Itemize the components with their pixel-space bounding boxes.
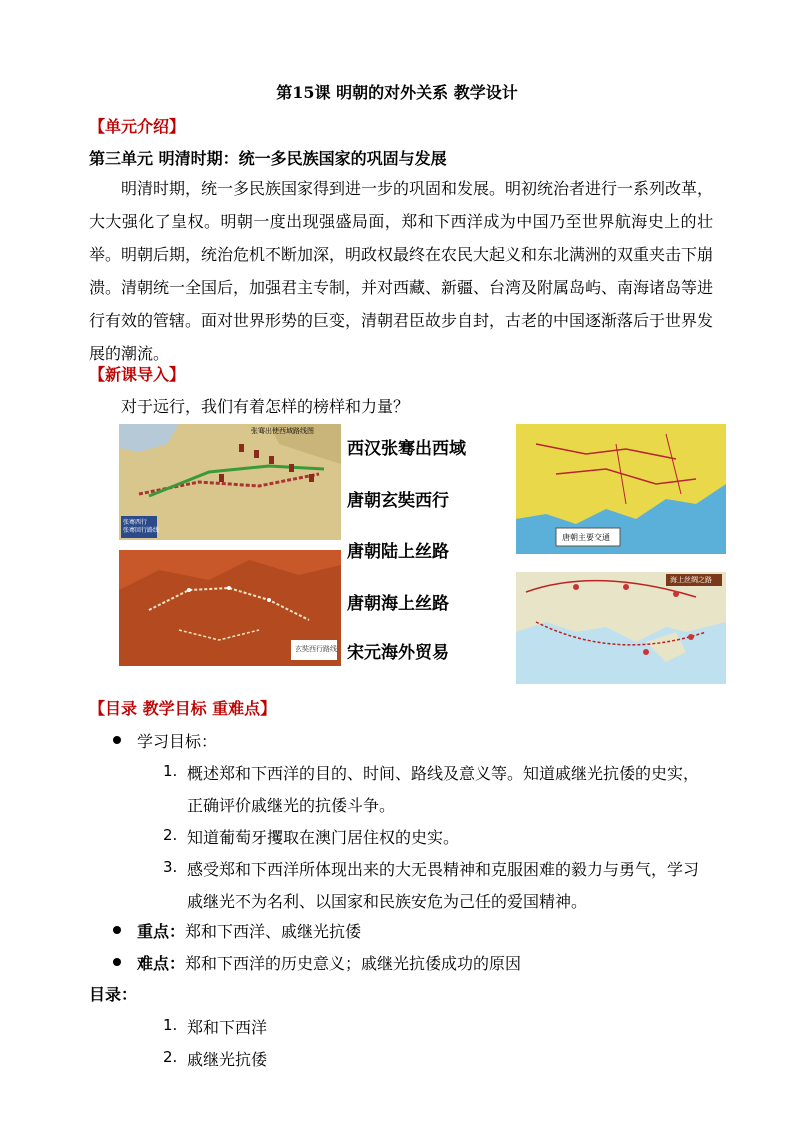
unit-intro-paragraph: 明清时期，统一多民族国家得到进一步的巩固和发展。明初统治者进行一系列改革，大大强化了皇权。明朝一度出现强盛局面，郑和下西洋成为中国乃至世界航海史上的壮举。明朝后期，统治危机不断加深，明政权最终在农民大起义和东北满洲的双重夹击下崩溃。清朝统一全国后，加强君主专制，并对西藏、新疆、台湾及附属岛屿、南海诸岛等进行有效的管辖。面对世界形势的巨变，清朝君臣故步自封，古老的中国逐渐落后于世界发展的潮流。 <box>89 179 714 363</box>
difficult-point <box>137 951 521 974</box>
goal-2-line-1: 知道葡萄牙攫取在澳门居住权的史实。 <box>187 828 460 847</box>
map-zhang-qian-route <box>119 424 341 540</box>
unit-title: 第三单元 明清时期：统一多民族国家的巩固与发展 <box>89 149 447 168</box>
caption-sea-silk-road: 唐朝海上丝路 <box>347 594 449 614</box>
toc-number: 2. <box>163 1048 178 1066</box>
difficult-point-text: 郑和下西洋的历史意义；戚继光抗倭成功的原因 <box>185 954 522 973</box>
toc-number: 1. <box>163 1016 178 1034</box>
goal-3-line-1: 感受郑和下西洋所体现出来的大无畏精神和克服困难的毅力与勇气，学习 <box>187 860 700 879</box>
goal-1-line-2: 正确评价戚继光的抗倭斗争。 <box>187 796 396 815</box>
map-maritime-silk-road <box>516 572 726 684</box>
caption-xuanzang: 唐朝玄奘西行 <box>347 491 449 511</box>
key-point-text: 郑和下西洋、戚继光抗倭 <box>185 922 362 941</box>
map-xuanzang-route <box>119 550 341 666</box>
caption-land-silk-road: 唐朝陆上丝路 <box>347 542 449 562</box>
toc-item: 郑和下西洋 <box>187 1018 268 1037</box>
difficult-point-label: 难点： <box>137 954 186 973</box>
section-header-unit-intro: 【单元介绍】 <box>89 117 186 136</box>
map3-label: 唐朝主要交通 <box>562 533 610 542</box>
bullet-icon <box>113 958 121 966</box>
map1-legend <box>123 519 159 535</box>
intro-question: 对于远行，我们有着怎样的榜样和力量？ <box>121 397 410 416</box>
map2-label: 玄奘西行路线 <box>295 645 337 653</box>
learning-goals-label: 学习目标： <box>137 732 218 751</box>
key-point <box>137 919 361 942</box>
map4-label: 海上丝绸之路 <box>670 576 712 584</box>
goal-3-line-2: 戚继光不为名利、以国家和民族安危为己任的爱国精神。 <box>187 892 588 911</box>
caption-zhang-qian: 西汉张骞出西域 <box>347 439 466 459</box>
map1-legend-item: 张骞回行路线 <box>123 527 160 534</box>
map1-title: 张骞出使西域路线图 <box>251 427 314 435</box>
goal-1-line-1: 概述郑和下西洋的目的、时间、路线及意义等。知道戚继光抗倭的史实， <box>187 764 700 783</box>
toc-label: 目录： <box>89 985 138 1004</box>
bullet-icon <box>113 926 121 934</box>
map1-legend-item: 张骞西行 <box>123 519 148 526</box>
goal-number: 1. <box>163 762 178 780</box>
goal-number: 2. <box>163 826 178 844</box>
bullet-icon <box>113 736 121 744</box>
caption-song-yuan-trade: 宋元海外贸易 <box>347 643 449 663</box>
goal-number: 3. <box>163 858 178 876</box>
page-title: 第15课 明朝的对外关系 教学设计 <box>276 83 518 102</box>
section-header-new-lesson: 【新课导入】 <box>89 365 186 384</box>
toc-item: 戚继光抗倭 <box>187 1050 268 1069</box>
section-header-goals: 【目录 教学目标 重难点】 <box>89 699 277 718</box>
map-tang-transport <box>516 424 726 554</box>
key-point-label: 重点： <box>137 922 186 941</box>
